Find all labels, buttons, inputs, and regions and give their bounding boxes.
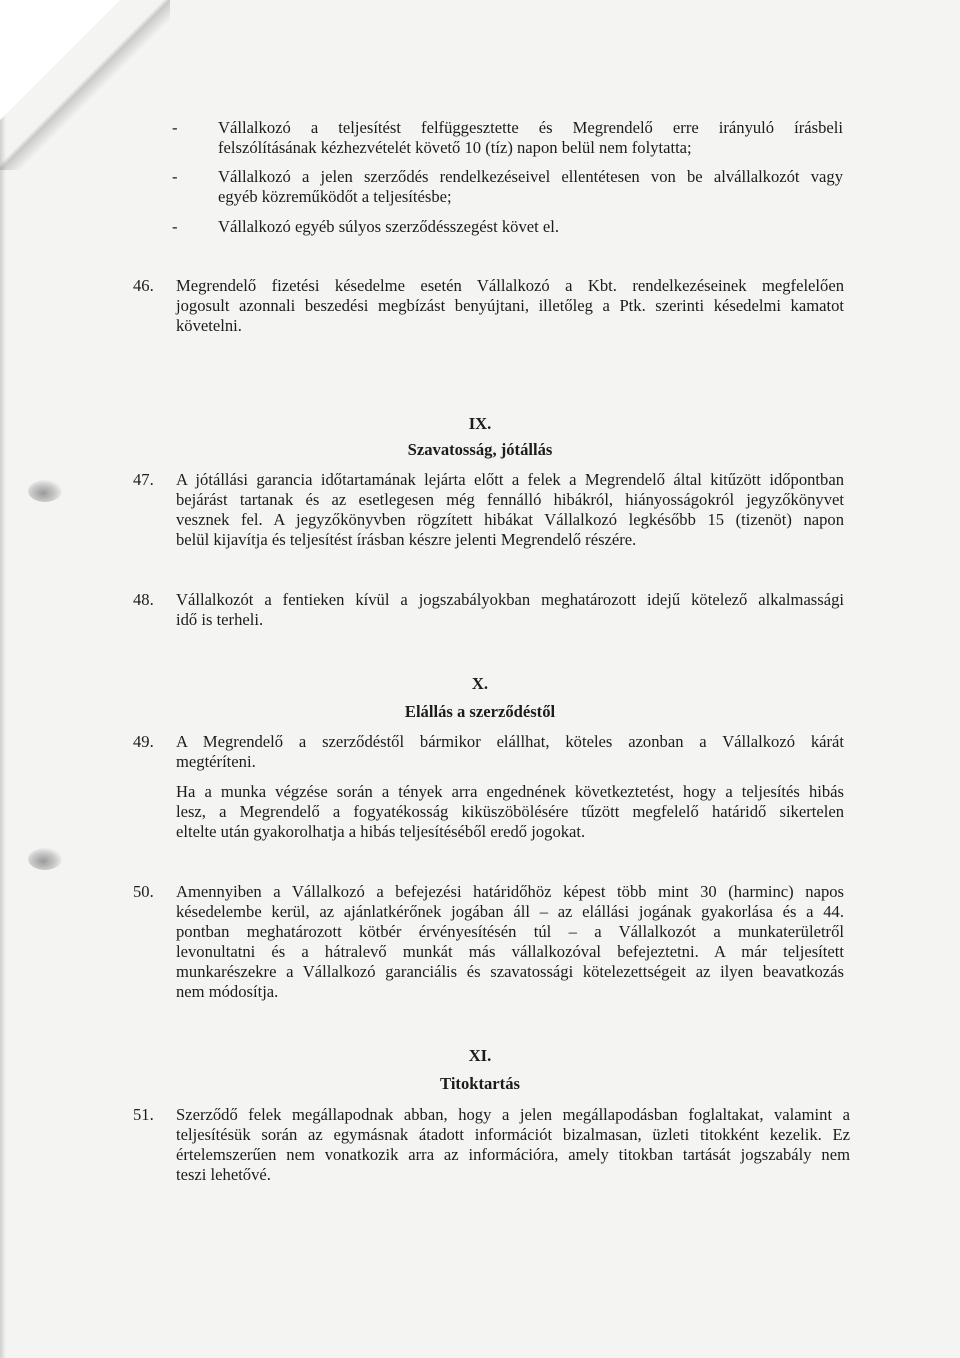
paragraph-number: 46. <box>133 276 154 295</box>
section-title: Elállás a szerződéstől <box>404 702 556 721</box>
bullet-text: egyéb közreműködőt a teljesítésbe; <box>218 187 452 206</box>
paragraph-text: Vállalkozót a fentieken kívül a jogszabályokban meghatározott idejű kötelező alkalmassági <box>176 590 844 609</box>
paragraph-text: levonultatni és a hátralevő munkát más vállalkozóval befejeztetni. A már teljesített <box>176 942 844 961</box>
paragraph-text: teljesítésük során az egymásnak átadott információt bizalmasan, üzleti titokként kezelik. Ez <box>176 1125 850 1144</box>
paragraph-number: 47. <box>133 470 154 489</box>
bullet-dash: - <box>172 167 178 186</box>
paragraph-text: teszi lehetővé. <box>176 1165 271 1184</box>
paragraph-text: Szerződő felek megállapodnak abban, hogy a jelen megállapodásban foglaltakat, valamint a <box>176 1105 850 1124</box>
paragraph-text: lesz, a Megrendelő a fogyatékosság kiküszöbölésére tűzött megfelelő határidő sikertelen <box>176 802 844 821</box>
paragraph-number: 49. <box>133 732 154 751</box>
punch-hole <box>28 848 62 870</box>
paragraph-text: belül kijavítja és teljesítést írásban készre jelenti Megrendelő részére. <box>176 530 637 549</box>
bullet-text: Vállalkozó a jelen szerződés rendelkezéseivel ellentétesen von be alvállalkozót vagy <box>218 167 843 186</box>
paragraph-text: követelni. <box>176 316 242 335</box>
bullet-dash: - <box>172 217 178 236</box>
section-title: Szavatosság, jótállás <box>407 440 553 459</box>
bullet-text: Vállalkozó a teljesítést felfüggesztette és Megrendelő erre irányuló írásbeli <box>218 118 843 137</box>
paragraph-number: 50. <box>133 882 154 901</box>
paragraph-text: Amennyiben a Vállalkozó a befejezési határidőhöz képest több mint 30 (harminc) napos <box>176 882 844 901</box>
paragraph-number: 51. <box>133 1105 154 1124</box>
paragraph-text: Megrendelő fizetési késedelme esetén Vállalkozó a Kbt. rendelkezéseinek megfelelően <box>176 276 844 295</box>
paragraph-text: pontban meghatározott kötbér érvényesítésén túl – a Vállalkozót a munkaterületről <box>176 922 844 941</box>
paragraph-text: A jótállási garancia időtartamának lejárta előtt a felek a Megrendelő által kitűzött időpontban <box>176 470 844 489</box>
paragraph-text: értelemszerűen nem vonatkozik arra az információra, amely titokban tartását jogszabály nem <box>176 1145 850 1164</box>
paragraph-text: késedelembe kerül, az ajánlatkérőnek jogában áll – az elállási jogának gyakorlása és a 44. <box>176 902 844 921</box>
paragraph-text: vesznek fel. A jegyzőkönyvben rögzített hibákat Vállalkozó legkésőbb 15 (tizenöt) napon <box>176 510 844 529</box>
section-title: Titoktartás <box>440 1074 520 1093</box>
paragraph-number: 48. <box>133 590 154 609</box>
bullet-dash: - <box>172 118 178 137</box>
punch-hole <box>28 480 62 502</box>
bullet-text: Vállalkozó egyéb súlyos szerződésszegést követ el. <box>218 217 559 236</box>
paragraph-text: eltelte után gyakorolhatja a hibás teljesítéséből eredő jogokat. <box>176 822 586 841</box>
page-corner-shadow <box>0 0 170 170</box>
paragraph-text: jogosult azonnali beszedési megbízást benyújtani, illetőleg a Ptk. szerinti késedelmi kamatot <box>176 296 844 315</box>
paragraph-text: nem módosítja. <box>176 982 279 1001</box>
section-number: IX. <box>468 414 492 433</box>
section-number: X. <box>471 674 489 693</box>
section-number: XI. <box>468 1046 492 1065</box>
paragraph-text: megtéríteni. <box>176 752 256 771</box>
bullet-text: felszólításának kézhezvételét követő 10 (tíz) napon belül nem folytatta; <box>218 138 692 157</box>
paragraph-text: A Megrendelő a szerződéstől bármikor elállhat, köteles azonban a Vállalkozó kárát <box>176 732 844 751</box>
paragraph-text: bejárást tartanak és az esetlegesen még fennálló hibákról, hiányosságokról jegyzőkönyvet <box>176 490 844 509</box>
paragraph-text: idő is terheli. <box>176 610 264 629</box>
paragraph-text: munkarészekre a Vállalkozó garanciális és szavatossági kötelezettségeit az ilyen beavatkozás <box>176 962 844 981</box>
paragraph-text: Ha a munka végzése során a tények arra engednének következtetést, hogy a teljesítés hibás <box>176 782 844 801</box>
